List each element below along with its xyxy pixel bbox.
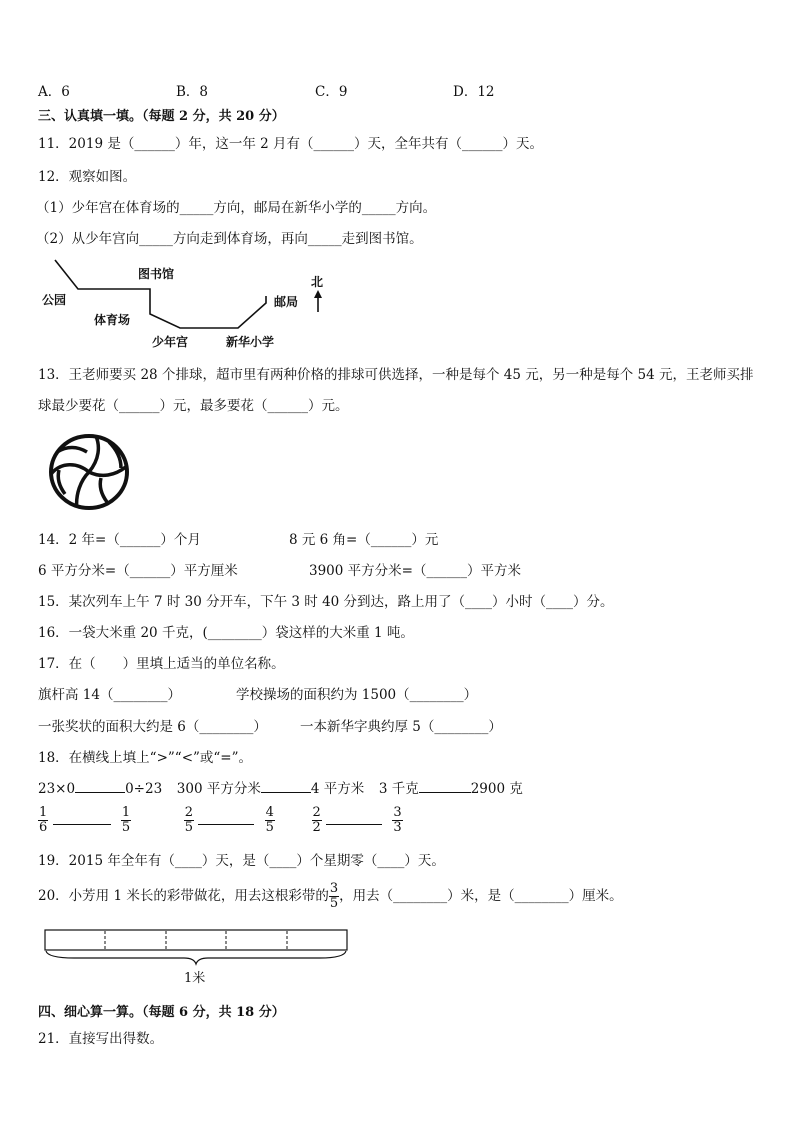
ribbon-figure (44, 929, 350, 989)
question-20 (38, 878, 623, 914)
ribbon-length-label: 1米 (184, 971, 206, 986)
question-17-a: 旗杆高 14（________） (38, 687, 181, 703)
question-14-c: 6 平方分米=（______）平方厘米 (38, 563, 238, 579)
question-12-stem: 12．观察如图。 (38, 169, 137, 185)
option-c: C．9 (315, 84, 348, 100)
question-19: 19．2015 年全年有（____）天，是（____）个星期零（____）天。 (38, 853, 445, 869)
label-park: 公园 (42, 293, 67, 307)
question-18-stem: 18．在横线上填上“>”“<”或“=”。 (38, 750, 253, 766)
question-14-d: 3900 平方分米=（______）平方米 (309, 563, 521, 579)
question-17-d: 一本新华字典约厚 5（________） (300, 719, 502, 735)
north-arrowhead-icon (314, 290, 322, 298)
question-17-b: 学校操场的面积约为 1500（________） (236, 687, 478, 703)
fraction-compare-1-blank[interactable] (53, 816, 111, 825)
compare-1-left: 23×0 (38, 781, 76, 797)
question-13-line-2: 球最少要花（______）元，最多要花（______）元。 (38, 398, 349, 414)
label-north: 北 (311, 275, 324, 289)
question-17-stem: 17．在（ ）里填上适当的单位名称。 (38, 656, 285, 672)
question-17-c: 一张奖状的面积大约是 6（________） (38, 719, 267, 735)
ribbon-brace (46, 951, 346, 964)
section-3-heading: 三、认真填一填。（每题 2 分，共 20 分） (38, 109, 285, 124)
question-14-a: 14．2 年=（______）个月 (38, 532, 201, 548)
section-4-heading: 四、细心算一算。（每题 6 分，共 18 分） (38, 1005, 285, 1020)
compare-2-left: 300 平方分米 (176, 781, 261, 797)
option-b: B．8 (176, 84, 209, 100)
option-d: D．12 (453, 84, 495, 100)
compare-3-right: 2900 克 (470, 781, 523, 797)
fraction: $\frac{4}{5}$ (265, 805, 274, 835)
compare-3-blank[interactable] (419, 780, 471, 793)
fraction: $\frac{2}{2}$ (312, 805, 321, 835)
label-stadium: 体育场 (94, 313, 131, 327)
question-12-part-1: （1）少年宫在体育场的_____方向，邮局在新华小学的_____方向。 (36, 200, 437, 216)
question-12-part-2: （2）从少年宫向_____方向走到体育场，再向_____走到图书馆。 (36, 231, 423, 247)
compare-3-left: 3 千克 (378, 781, 419, 797)
fraction: $\frac{1}{6}$ (39, 805, 48, 835)
label-post-office: 邮局 (274, 295, 299, 309)
direction-map-figure (38, 256, 338, 352)
compare-2-right: 4 平方米 (310, 781, 365, 797)
question-14-b: 8 元 6 角=（______）元 (289, 532, 439, 548)
label-xinhua-school: 新华小学 (226, 335, 275, 349)
question-21: 21．直接写出得数。 (38, 1031, 164, 1047)
label-youth-palace: 少年宫 (152, 335, 189, 349)
compare-1-right: 0÷23 (125, 781, 163, 797)
question-13-line-1: 13．王老师要买 28 个排球，超市里有两种价格的排球可供选择，一种是每个 45 元，另一种是每个 54 元，王老师买排 (38, 367, 754, 383)
question-18-comparisons (38, 780, 523, 798)
compare-2-blank[interactable] (261, 780, 311, 793)
fraction: $\frac{2}{5}$ (184, 805, 194, 835)
question-20-post: ，用去（________）米，是（________）厘米。 (339, 888, 623, 904)
question-16: 16．一袋大米重 20 千克，(________）袋这样的大米重 1 吨。 (38, 625, 414, 641)
volleyball-icon (47, 432, 131, 512)
fraction: $\frac{1}{5}$ (121, 805, 131, 835)
question-11: 11．2019 是（______）年，这一年 2 月有（______）天，全年共有（______）天。 (38, 136, 543, 152)
question-15: 15．某次列车上午 7 时 30 分开车，下午 3 时 40 分到达，路上用了（____）小时（____）分。 (38, 594, 614, 610)
compare-1-blank[interactable] (75, 780, 125, 793)
fraction-compare-2-blank[interactable] (198, 816, 254, 825)
question-18-fractions (38, 806, 403, 840)
ribbon-bar (45, 930, 347, 950)
question-20-fraction: $\frac{3}{5}$ (329, 881, 339, 911)
fraction-compare-3-blank[interactable] (326, 816, 382, 825)
option-a: A．6 (38, 84, 70, 100)
label-library: 图书馆 (138, 267, 175, 281)
question-20-pre: 20．小芳用 1 米长的彩带做花，用去这根彩带的 (38, 888, 329, 904)
fraction: $\frac{3}{3}$ (393, 805, 402, 835)
